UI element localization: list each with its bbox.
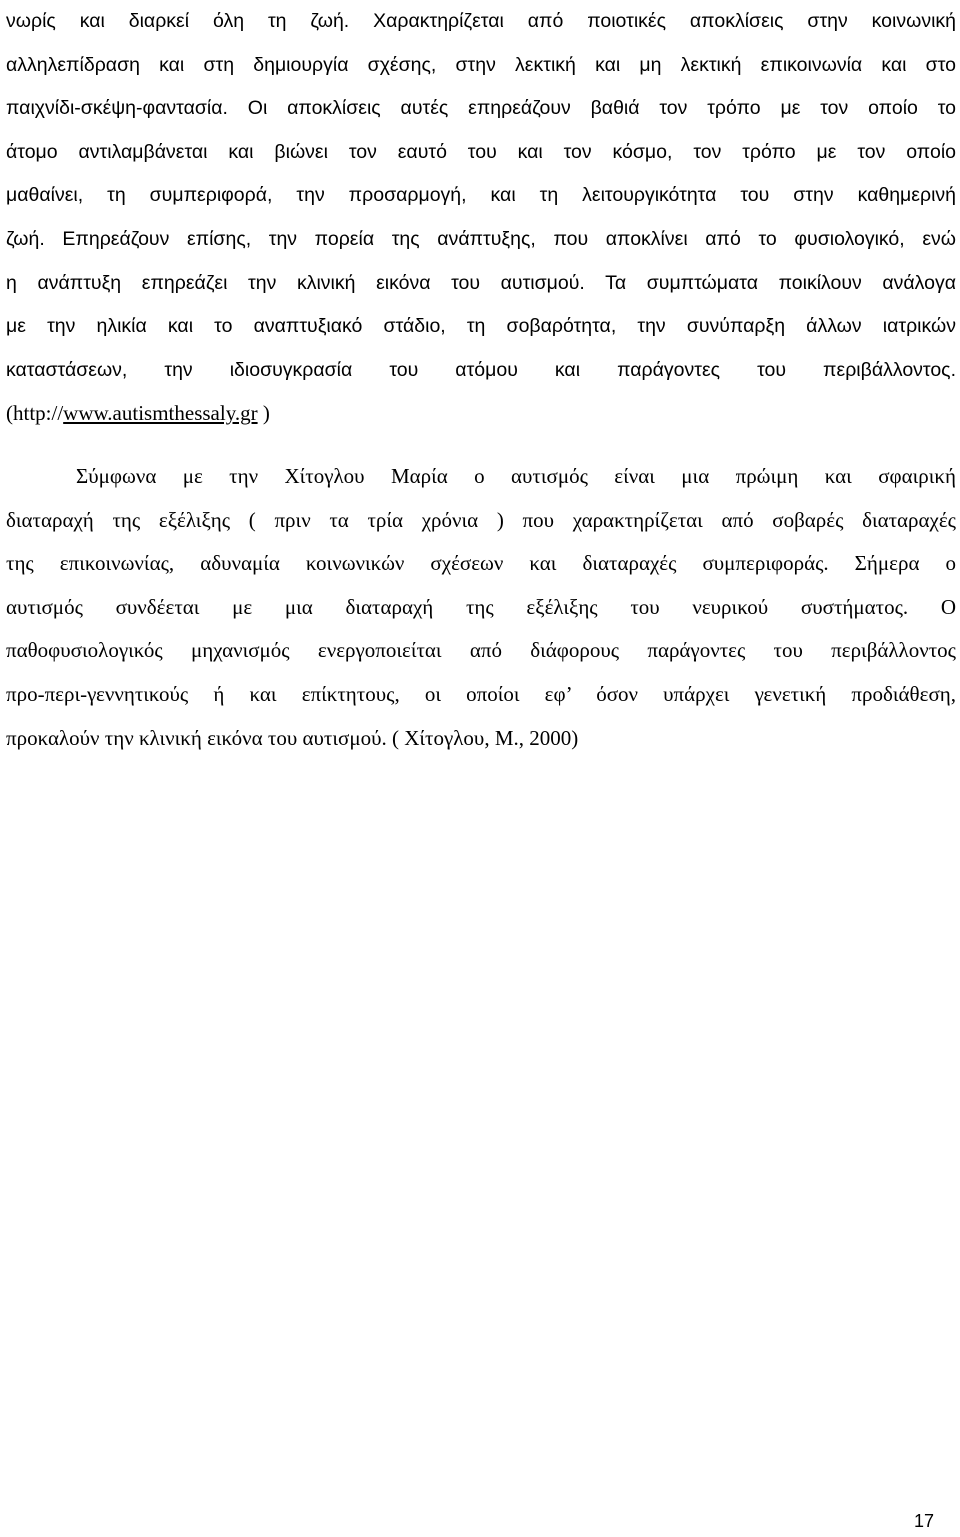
text-line: Σύμφωνα με την Χίτογλου Μαρία ο αυτισμός είναι μια πρώιμη και σφαιρική bbox=[76, 464, 956, 488]
text-line: διαταραχή της εξέλιξης ( πριν τα τρία χρόνια ) που χαρακτηρίζεται από σοβαρές διαταραχές bbox=[6, 507, 956, 532]
text-line: της επικοινωνίας, αδυναμία κοινωνικών σχέσεων και διαταραχές συμπεριφοράς. Σήμερα ο bbox=[6, 551, 956, 576]
paragraph-autism-description bbox=[6, 0, 956, 436]
text-line: αλληλεπίδραση και στη δημιουργία σχέσης, στην λεκτική και μη λεκτική επικοινωνία και στο bbox=[6, 53, 956, 76]
text-line: αυτισμός συνδέεται με μια διαταραχή της εξέλιξης του νευρικού συστήματος. Ο bbox=[6, 594, 956, 619]
text-line: παιχνίδι-σκέψη-φαντασία. Οι αποκλίσεις αυτές επηρεάζουν βαθιά τον τρόπο με τον οποίο το bbox=[6, 97, 956, 120]
text-line: η ανάπτυξη επηρεάζει την κλινική εικόνα του αυτισμού. Τα συμπτώματα ποικίλουν ανάλογα bbox=[6, 271, 956, 294]
text-line: άτομο αντιλαμβάνεται και βιώνει τον εαυτό του και τον κόσμο, τον τρόπο με τον οποίο bbox=[6, 140, 956, 163]
citation-prefix: (http:// bbox=[6, 401, 64, 426]
text-line: μαθαίνει, τη συμπεριφορά, την προσαρμογή, και τη λειτουργικότητα του στην καθημερινή bbox=[6, 184, 956, 207]
text-line: με την ηλικία και το αναπτυξιακό στάδιο, τη σοβαρότητα, την συνύπαρξη άλλων ιατρικών bbox=[6, 315, 956, 338]
paragraph-hitoglou-definition bbox=[6, 455, 956, 760]
text-line: παθοφυσιολογικός μηχανισμός ενεργοποιείται από διάφορους παράγοντες του περιβάλλοντος bbox=[6, 638, 956, 663]
text-line: καταστάσεων, την ιδιοσυγκρασία του ατόμου και παράγοντες του περιβάλλοντος. bbox=[6, 358, 956, 381]
text-line: προ-περι-γεννητικούς ή και επίκτητους, οι οποίοι εφ’ όσον υπάρχει γενετική προδιάθεση, bbox=[6, 681, 956, 706]
citation-link[interactable]: www.autismthessaly.gr bbox=[63, 401, 258, 426]
text-line: ζωή. Επηρεάζουν επίσης, την πορεία της ανάπτυξης, που αποκλίνει από το φυσιολογικό, ενώ bbox=[6, 227, 956, 250]
citation-line bbox=[6, 392, 956, 436]
text-line: νωρίς και διαρκεί όλη τη ζωή. Χαρακτηρίζεται από ποιοτικές αποκλίσεις στην κοινωνική bbox=[6, 10, 956, 32]
page-number: 17 bbox=[913, 1511, 934, 1531]
citation-suffix: ) bbox=[257, 401, 270, 426]
text-line: προκαλούν την κλινική εικόνα του αυτισμού. ( Χίτογλου, Μ., 2000) bbox=[6, 725, 579, 750]
